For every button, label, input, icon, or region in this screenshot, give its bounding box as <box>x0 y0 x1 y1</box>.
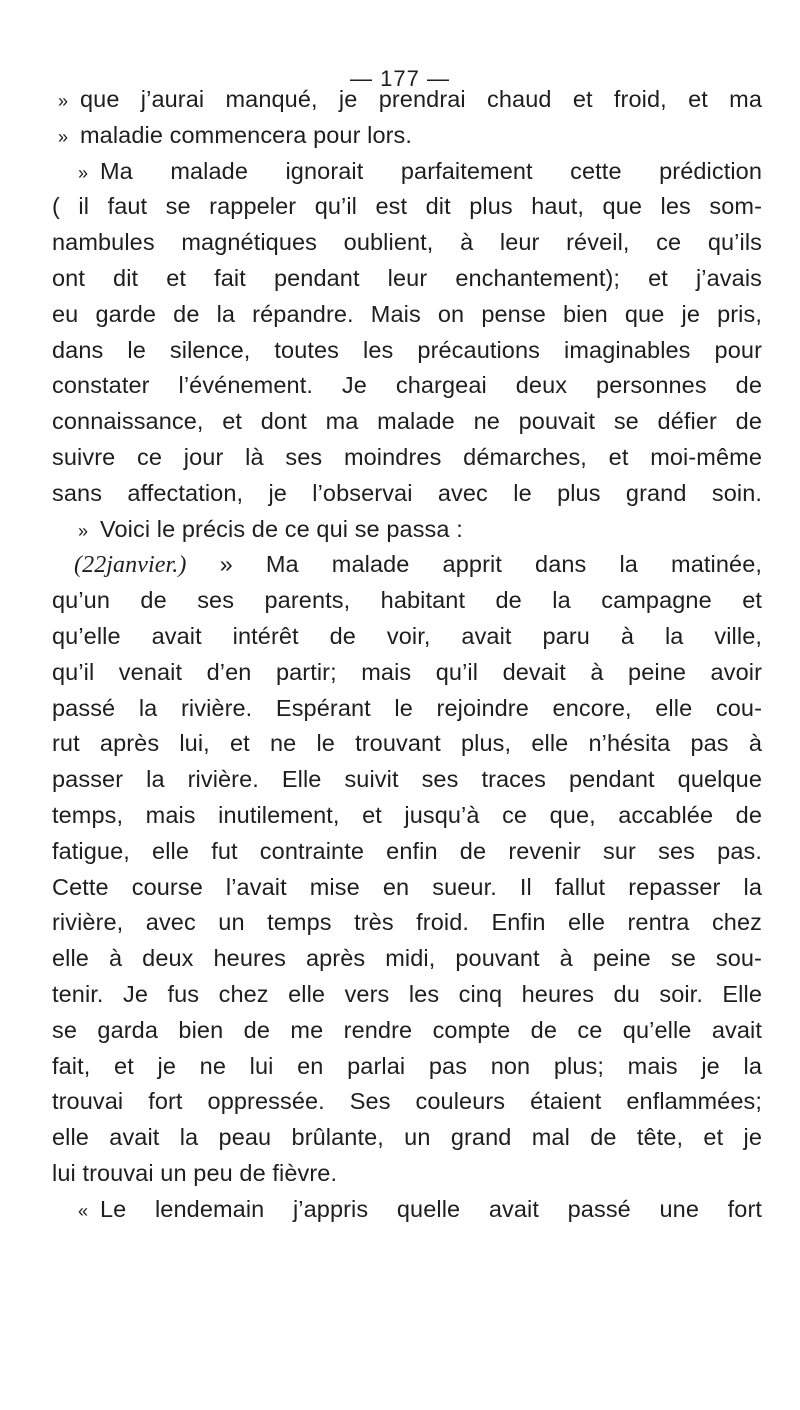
line-text: Le lendemain j’appris quelle avait passé une fort <box>100 1195 762 1222</box>
text-line <box>52 762 762 798</box>
line-text: elle à deux heures après midi, pouvant à peine se sou- <box>52 945 762 972</box>
line-text: Voici le précis de ce qui se passa : <box>100 515 463 542</box>
text-line <box>52 619 762 655</box>
text-line <box>52 1049 762 1085</box>
line-text: qu’elle avait intérêt de voir, avait paru à la ville, <box>52 622 762 649</box>
line-text: suivre ce jour là ses moindres démarches, et moi-même <box>52 443 762 470</box>
line-text: temps, mais inutilement, et jusqu’à ce que, accablée de <box>52 801 762 828</box>
text-line <box>52 1192 762 1228</box>
text-line <box>52 798 762 834</box>
text-line <box>52 225 762 261</box>
text-line <box>52 1013 762 1049</box>
line-text: qu’il venait d’en partir; mais qu’il devait à peine avoir <box>52 658 762 685</box>
text-line <box>52 440 762 476</box>
text-line <box>52 333 762 369</box>
text-line <box>52 476 762 512</box>
line-text: fait, et je ne lui en parlai pas non plus; mais je la <box>52 1052 762 1079</box>
line-text: ont dit et fait pendant leur enchantement); et j’avais <box>52 264 762 291</box>
text-line <box>52 189 762 225</box>
text-line <box>52 82 762 118</box>
text-line <box>52 583 762 619</box>
text-line <box>52 547 762 583</box>
body-text <box>52 82 762 1228</box>
quote-mark: » <box>78 162 89 183</box>
line-text: lui trouvai un peu de fièvre. <box>52 1159 338 1186</box>
text-line <box>52 154 762 190</box>
line-text: nambules magnétiques oublient, à leur réveil, ce qu’ils <box>52 229 762 256</box>
text-line <box>52 118 762 154</box>
line-text: ( il faut se rappeler qu’il est dit plus haut, que les som- <box>52 193 762 220</box>
text-line <box>52 1156 762 1192</box>
line-text: rut après lui, et ne le trouvant plus, elle n’hésita pas à <box>52 730 762 757</box>
text-line <box>52 1084 762 1120</box>
text-line <box>52 297 762 333</box>
text-line <box>52 655 762 691</box>
line-text: se garda bien de me rendre compte de ce qu’elle avait <box>52 1016 762 1043</box>
text-line <box>52 870 762 906</box>
text-line <box>52 977 762 1013</box>
text-line <box>52 1120 762 1156</box>
text-line <box>52 905 762 941</box>
line-text: passé la rivière. Espérant le rejoindre encore, elle cou- <box>52 694 762 721</box>
line-text: Cette course l’avait mise en sueur. Il fallut repasser la <box>52 873 762 900</box>
line-text: connaissance, et dont ma malade ne pouvait se défier de <box>52 408 762 435</box>
line-text: qu’un de ses parents, habitant de la campagne et <box>52 587 762 614</box>
text-line <box>52 404 762 440</box>
quote-mark: » <box>58 91 69 111</box>
line-text: Ma malade ignorait parfaitement cette prédiction <box>100 157 762 184</box>
text-line <box>52 834 762 870</box>
text-line <box>52 512 762 548</box>
quote-mark: » <box>78 520 89 541</box>
line-text: elle avait la peau brûlante, un grand mal de tête, et je <box>52 1124 762 1151</box>
line-text: dans le silence, toutes les précautions imaginables pour <box>52 336 762 363</box>
quote-mark: » <box>58 126 69 147</box>
line-text: rivière, avec un temps très froid. Enfin elle rentra chez <box>52 909 762 936</box>
date-note: (22janvier.) <box>74 552 187 579</box>
text-line <box>52 691 762 727</box>
text-line <box>52 368 762 404</box>
line-text: maladie commencera pour lors. <box>80 121 413 148</box>
line-text: constater l’événement. Je chargeai deux personnes de <box>52 372 762 399</box>
quote-mark: « <box>78 1200 89 1221</box>
line-text: fatigue, elle fut contrainte enfin de revenir sur ses pas. <box>52 837 762 864</box>
text-line <box>52 261 762 297</box>
line-text: tenir. Je fus chez elle vers les cinq heures du soir. Elle <box>52 980 762 1007</box>
line-text: passer la rivière. Elle suivit ses traces pendant quelque <box>52 766 762 793</box>
line-text: eu garde de la répandre. Mais on pense bien que je pris, <box>52 300 762 327</box>
text-line <box>52 726 762 762</box>
line-text: » Ma malade apprit dans la matinée, <box>186 551 762 578</box>
line-text: sans affectation, je l’observai avec le plus grand soin. <box>52 479 762 506</box>
line-text: que j’aurai manqué, je prendrai chaud et froid, et ma <box>80 86 762 112</box>
line-text: trouvai fort oppressée. Ses couleurs étaient enflammées; <box>52 1088 762 1115</box>
page-number: — 177 — <box>350 66 450 91</box>
text-line <box>52 941 762 977</box>
